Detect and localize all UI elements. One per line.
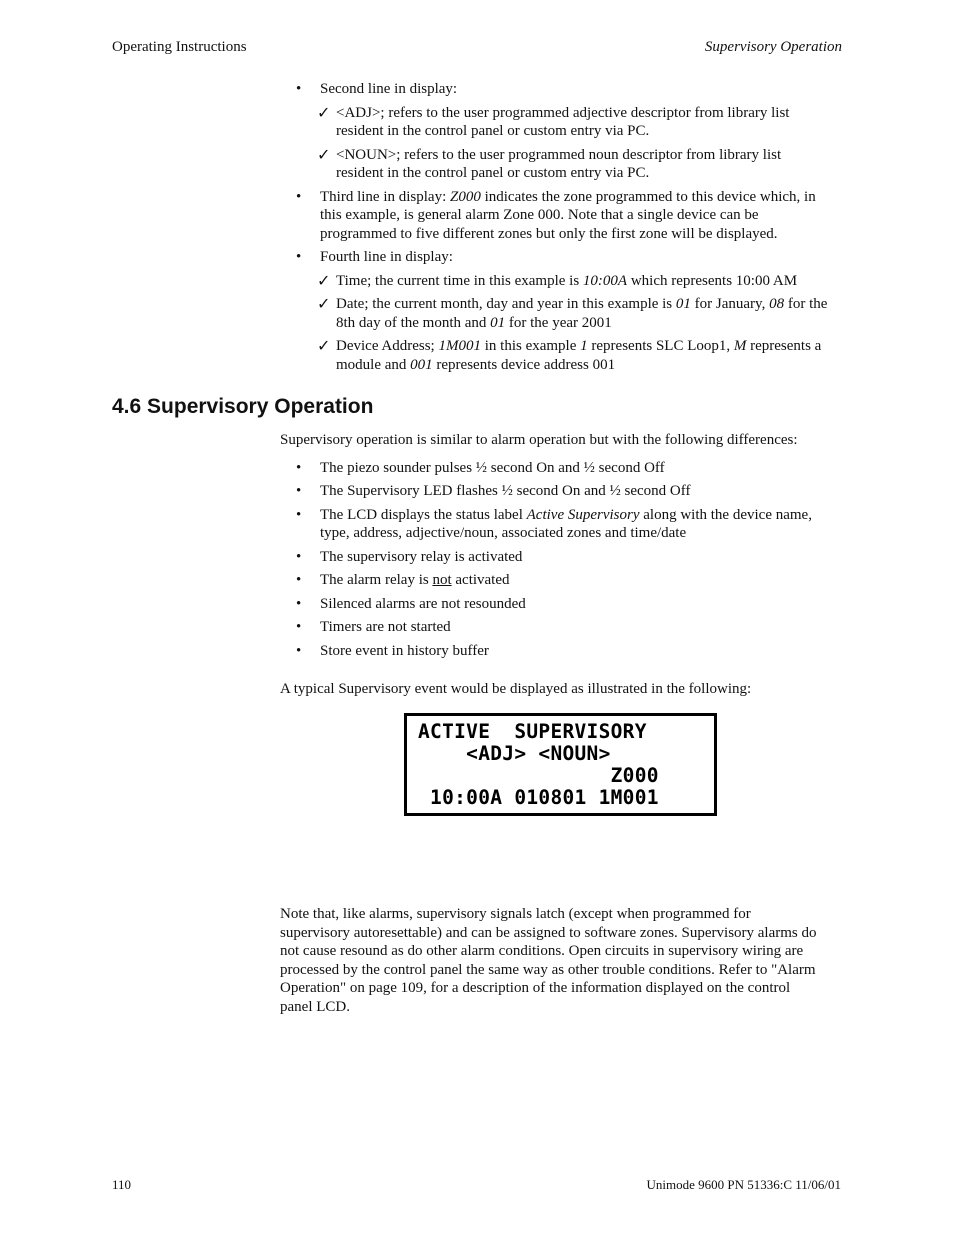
check-item-text: <NOUN>; refers to the user programmed noun descriptor from library list: [336, 146, 782, 163]
list-item-text: Silenced alarms are not resounded: [320, 595, 526, 612]
text: represents device address 001: [432, 356, 616, 373]
check-item-text: resident in the control panel or custom entry via PC.: [336, 165, 650, 181]
device-code: 001: [410, 356, 433, 373]
address-code: 1M001: [438, 338, 481, 354]
list-item: [280, 482, 842, 501]
list-item: [280, 188, 842, 244]
bullet: •: [296, 642, 302, 659]
text: supervisory autoresettable) and can be assigned to software zones. Supervisory alarms do: [280, 924, 817, 941]
lcd-display-illustration: [404, 713, 717, 816]
text: represents a: [746, 338, 822, 354]
display-lines-list: [280, 80, 842, 374]
module-code: M: [733, 338, 747, 354]
check-item: [280, 146, 842, 183]
text: panel LCD.: [280, 998, 350, 1015]
text: for the: [784, 296, 828, 312]
intro-paragraph: Supervisory operation is similar to alarm operation but with the following differences:: [280, 432, 798, 448]
text: Third line in display:: [320, 188, 450, 205]
list-item: [280, 248, 842, 267]
list-item-text: The supervisory relay is activated: [320, 548, 523, 565]
running-header-right: Supervisory Operation: [704, 39, 842, 55]
list-item-text: Store event in history buffer: [320, 642, 489, 659]
list-item: [280, 571, 842, 590]
list-item: [280, 595, 842, 614]
bullet: •: [296, 249, 302, 265]
text: in this example: [480, 338, 581, 354]
lcd-line-2: <ADJ> <NOUN>: [418, 742, 611, 765]
check-item: [280, 337, 842, 374]
lcd-line-1: ACTIVE SUPERVISORY: [418, 720, 647, 743]
text: type, address, adjective/noun, associated zones and time/date: [320, 525, 687, 541]
text: which represents 10:00 AM: [627, 272, 798, 289]
zone-code: Z000: [449, 188, 481, 205]
bullet: •: [296, 595, 302, 612]
lcd-line-3: Z000: [418, 764, 659, 787]
list-item: [280, 506, 842, 543]
list-item-text: Timers are not started: [320, 619, 451, 635]
bullet: •: [296, 619, 302, 635]
bullet: •: [296, 548, 302, 565]
bullet: •: [296, 506, 302, 523]
check-item-text: <ADJ>; refers to the user programmed adjective descriptor from library list: [336, 104, 790, 121]
day-code: 08: [769, 296, 785, 312]
text: The alarm relay is: [320, 572, 433, 588]
page-number: 110: [112, 1177, 132, 1192]
underlined-word: not: [432, 572, 452, 588]
bullet: •: [296, 483, 302, 499]
list-item-text: The Supervisory LED flashes ½ second On and ½ second Off: [320, 483, 691, 499]
checkmark-icon: ✓: [317, 102, 331, 122]
section-body: [280, 431, 842, 699]
text: The LCD displays the status label: [320, 506, 527, 523]
check-item: [280, 272, 842, 291]
text: for the year 2001: [505, 314, 612, 331]
checkmark-icon: ✓: [317, 270, 331, 290]
list-item: [280, 618, 842, 637]
text: along with the device name,: [639, 506, 812, 523]
list-item-text: Fourth line in display:: [320, 249, 453, 265]
loop-code: 1: [580, 338, 588, 354]
note-paragraph: [280, 905, 842, 1016]
checkmark-icon: ✓: [317, 294, 331, 313]
text: indicates the zone programmed to this device which, in: [480, 188, 816, 205]
month-code: 01: [675, 296, 691, 312]
checkmark-icon: ✓: [317, 336, 331, 355]
time-code: 10:00A: [582, 272, 628, 289]
check-item-text: resident in the control panel or custom entry via PC.: [336, 123, 650, 139]
text: Device Address;: [336, 338, 439, 354]
text: represents SLC Loop1,: [587, 338, 734, 354]
list-item-text: The piezo sounder pulses ½ second On and ½ second Off: [320, 459, 665, 476]
document-id: Unimode 9600 PN 51336:C 11/06/01: [646, 1177, 841, 1192]
text: Date; the current month, day and year in this example is: [336, 296, 676, 312]
text: programmed to five different zones but only the first zone will be displayed.: [320, 225, 778, 242]
lcd-line-4: 10:00A 010801 1M001: [418, 786, 659, 809]
text: Time; the current time in this example is: [336, 272, 583, 289]
text: for January,: [690, 296, 770, 312]
bullet: •: [296, 459, 302, 476]
text: module and: [336, 356, 411, 373]
checkmark-icon: ✓: [317, 144, 331, 164]
check-item: [280, 104, 842, 141]
section-heading: 4.6 Supervisory Operation: [112, 395, 374, 418]
year-code: 01: [490, 314, 506, 331]
text: not cause resound as do other alarm conditions. Open circuits in supervisory wiring are: [280, 943, 804, 959]
list-item-text: Second line in display:: [320, 81, 458, 97]
bullet: •: [296, 188, 302, 205]
list-item: [280, 642, 842, 661]
typical-paragraph: A typical Supervisory event would be displayed as illustrated in the following:: [280, 681, 752, 697]
text: Note that, like alarms, supervisory signals latch (except when programmed for: [280, 906, 751, 922]
status-label: Active Supervisory: [526, 506, 640, 523]
text: Operation" on page 109, for a description of the information displayed on the control: [280, 980, 791, 996]
list-item: [280, 459, 842, 478]
text: this example, is general alarm Zone 000. Note that a single device can be: [320, 207, 759, 223]
bullet: •: [296, 81, 302, 97]
list-item: [280, 80, 842, 99]
check-item: [280, 295, 842, 332]
text: activated: [451, 572, 510, 588]
bullet: •: [296, 572, 302, 588]
list-item: [280, 548, 842, 567]
text: processed by the control panel the same way as other trouble conditions. Refer to "Alarm: [280, 961, 816, 978]
text: 8th day of the month and: [336, 314, 491, 331]
running-header-left: Operating Instructions: [112, 39, 247, 55]
